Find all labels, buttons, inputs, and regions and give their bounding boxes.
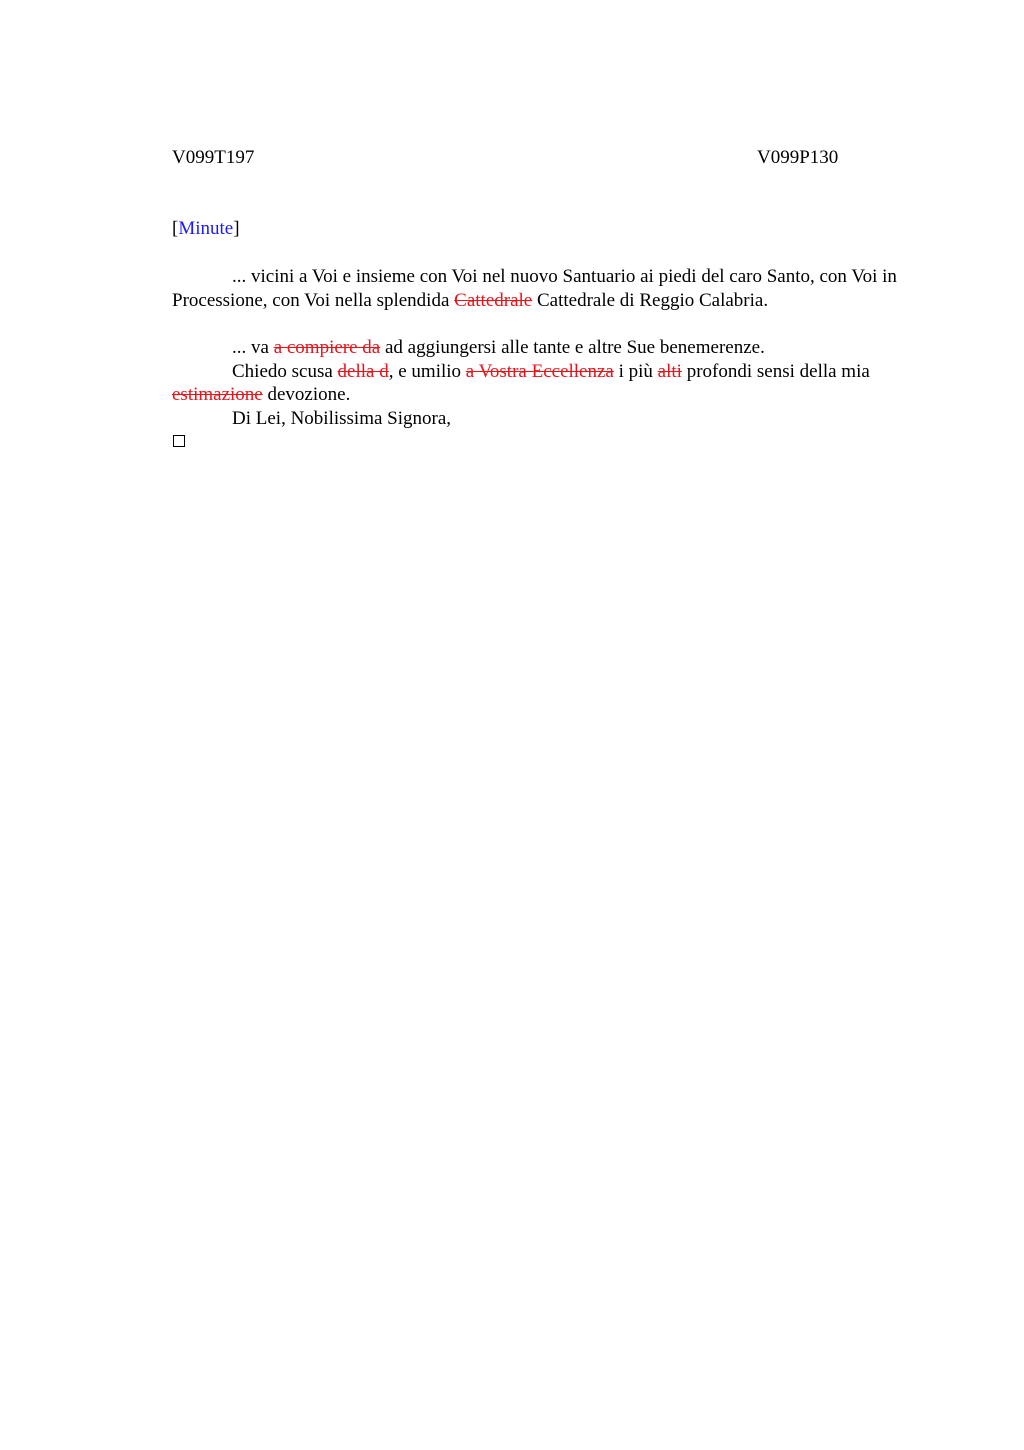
deleted-phrase: a compiere da [273,337,381,358]
paragraph-1-text-a: ... vicini a Voi e insieme con Voi nel nuovo Santuario ai piedi del caro Santo, con Voi in Processione, con Voi nella splendida [172,266,897,311]
deleted-word: alti [657,360,682,382]
document-code-left: V099T197 [172,147,255,168]
line-2-text-b: , e umilio [388,360,466,382]
line-2-text-a: Chiedo scusa [232,360,338,382]
section-label [172,217,240,241]
closing-salutation: Di Lei, Nobilissima Signora, [232,407,452,429]
deleted-word: estimazione [172,384,263,405]
minute-label: Minute [178,218,234,239]
line-2-text-c: i più [613,360,658,382]
paragraph-1-text-b: Cattedrale di Reggio Calabria. [532,289,769,311]
checkbox-square-icon [173,435,185,447]
deleted-phrase: della d [337,360,389,382]
line-2-text-d: profondi sensi della mia [681,360,870,382]
paragraph-1 [172,265,912,312]
line-1-text-b: ad aggiungersi alle tante e altre Sue benemerenze. [380,337,765,358]
bracket-open: [ [172,218,179,239]
deleted-word: Cattedrale [454,289,533,311]
document-code-right: V099P130 [757,147,839,168]
line-2-text-e: devozione. [262,384,351,405]
line-1-text-a: ... va [232,337,274,358]
deleted-phrase: a Vostra Eccellenza [465,360,614,382]
bracket-close: ] [233,218,240,239]
paragraph-2 [172,336,912,430]
